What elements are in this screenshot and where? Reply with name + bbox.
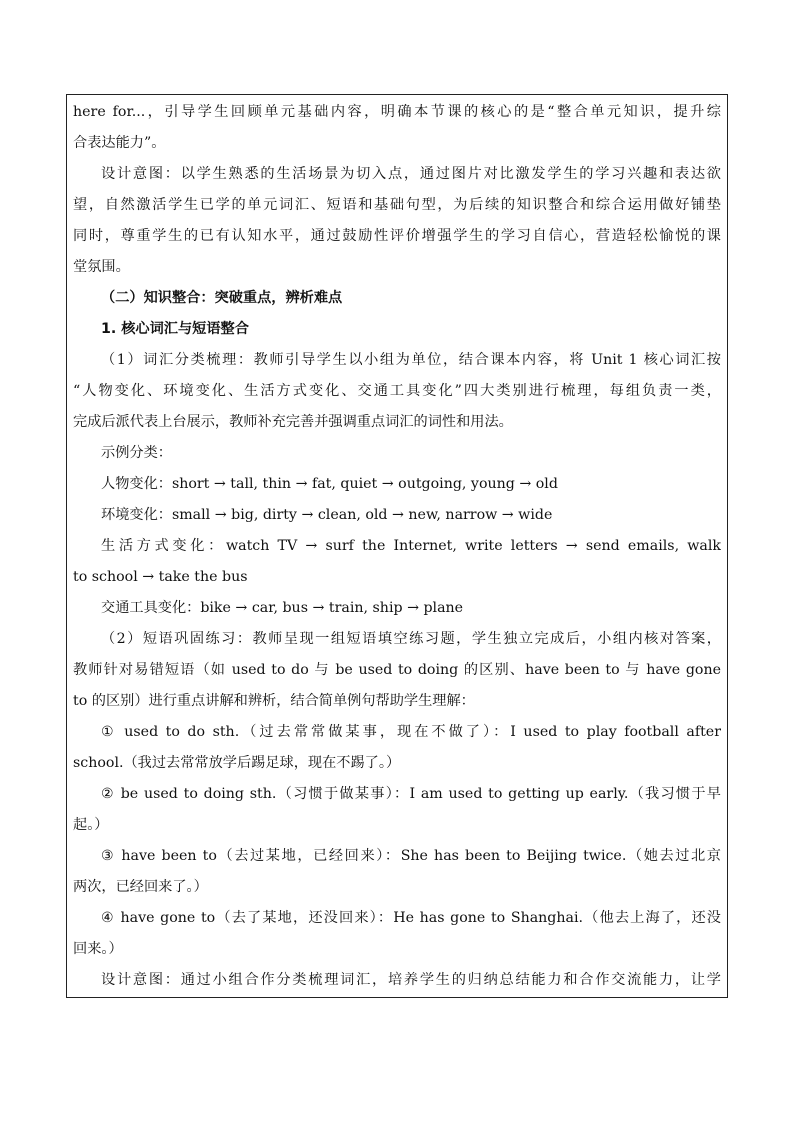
paragraph-line: 同时，尊重学生的已有认知水平，通过鼓励性评价增强学生的学习自信心，营造轻松愉悦的课 — [73, 228, 721, 244]
paragraph-line: 望，自然激活学生已学的单元词汇、短语和基础句型，为后续的知识整合和综合运用做好铺垫 — [73, 197, 721, 213]
paragraph-line: “人物变化、环境变化、生活方式变化、交通工具变化”四大类别进行梳理，每组负责一类， — [73, 383, 721, 399]
paragraph-line: 完成后派代表上台展示，教师补充完善并强调重点词汇的词性和用法。 — [73, 414, 513, 430]
example-item-2: ② be used to doing sth.（习惯于做某事）：I am used to getting up early.（我习惯于早 — [101, 786, 721, 802]
lesson-plan-content — [73, 97, 721, 996]
paragraph-line: 起。） — [73, 817, 109, 833]
example-label: 示例分类： — [101, 445, 172, 461]
paragraph-line: to 的区别）进行重点讲解和辨析，结合简单例句帮助学生理解： — [73, 693, 475, 709]
example-item-4: ④ have gone to（去了某地，还没回来）：He has gone to Shanghai.（他去上海了，还没 — [101, 910, 721, 926]
paragraph-line: to school → take the bus — [73, 569, 248, 585]
paragraph-line: 堂氛围。 — [73, 259, 130, 275]
vocab-category-lifestyle: 生活方式变化：watch TV → surf the Internet, write letters → send emails, walk — [101, 538, 721, 554]
design-intent-line: 设计意图：以学生熟悉的生活场景为切入点，通过图片对比激发学生的学习兴趣和表达欲 — [101, 166, 721, 182]
paragraph-line: （2）短语巩固练习：教师呈现一组短语填空练习题，学生独立完成后，小组内核对答案， — [101, 631, 721, 647]
subsection-heading: 1. 核心词汇与短语整合 — [101, 321, 249, 337]
vocab-category-environment: 环境变化：small → big, dirty → clean, old → new, narrow → wide — [101, 507, 553, 523]
vocab-category-people: 人物变化：short → tall, thin → fat, quiet → outgoing, young → old — [101, 476, 558, 492]
paragraph-line: 教师针对易错短语（如 used to do 与 be used to doing 的区别、have been to 与 have gone — [73, 662, 721, 678]
paragraph-line: 合表达能力”。 — [73, 135, 166, 151]
paragraph-line: 回来。） — [73, 941, 123, 957]
example-item-1: ① used to do sth.（过去常常做某事，现在不做了）：I used to play football after — [101, 724, 721, 740]
paragraph-line: here for...，引导学生回顾单元基础内容，明确本节课的核心的是“整合单元知识，提升综 — [73, 104, 721, 120]
section-heading: （二）知识整合：突破重点，辨析难点 — [101, 290, 343, 306]
design-intent-line: 设计意图：通过小组合作分类梳理词汇，培养学生的归纳总结能力和合作交流能力，让学 — [101, 972, 721, 988]
paragraph-line: school.（我过去常常放学后踢足球，现在不踢了。） — [73, 755, 401, 771]
vocab-category-transport: 交通工具变化：bike → car, bus → train, ship → plane — [101, 600, 464, 616]
paragraph-line: （1）词汇分类梳理：教师引导学生以小组为单位，结合课本内容，将 Unit 1 核心词汇按 — [101, 352, 721, 368]
lesson-plan-frame — [66, 94, 728, 998]
paragraph-line: 两次，已经回来了。） — [73, 879, 208, 895]
example-item-3: ③ have been to（去过某地，已经回来）：She has been to Beijing twice.（她去过北京 — [101, 848, 721, 864]
